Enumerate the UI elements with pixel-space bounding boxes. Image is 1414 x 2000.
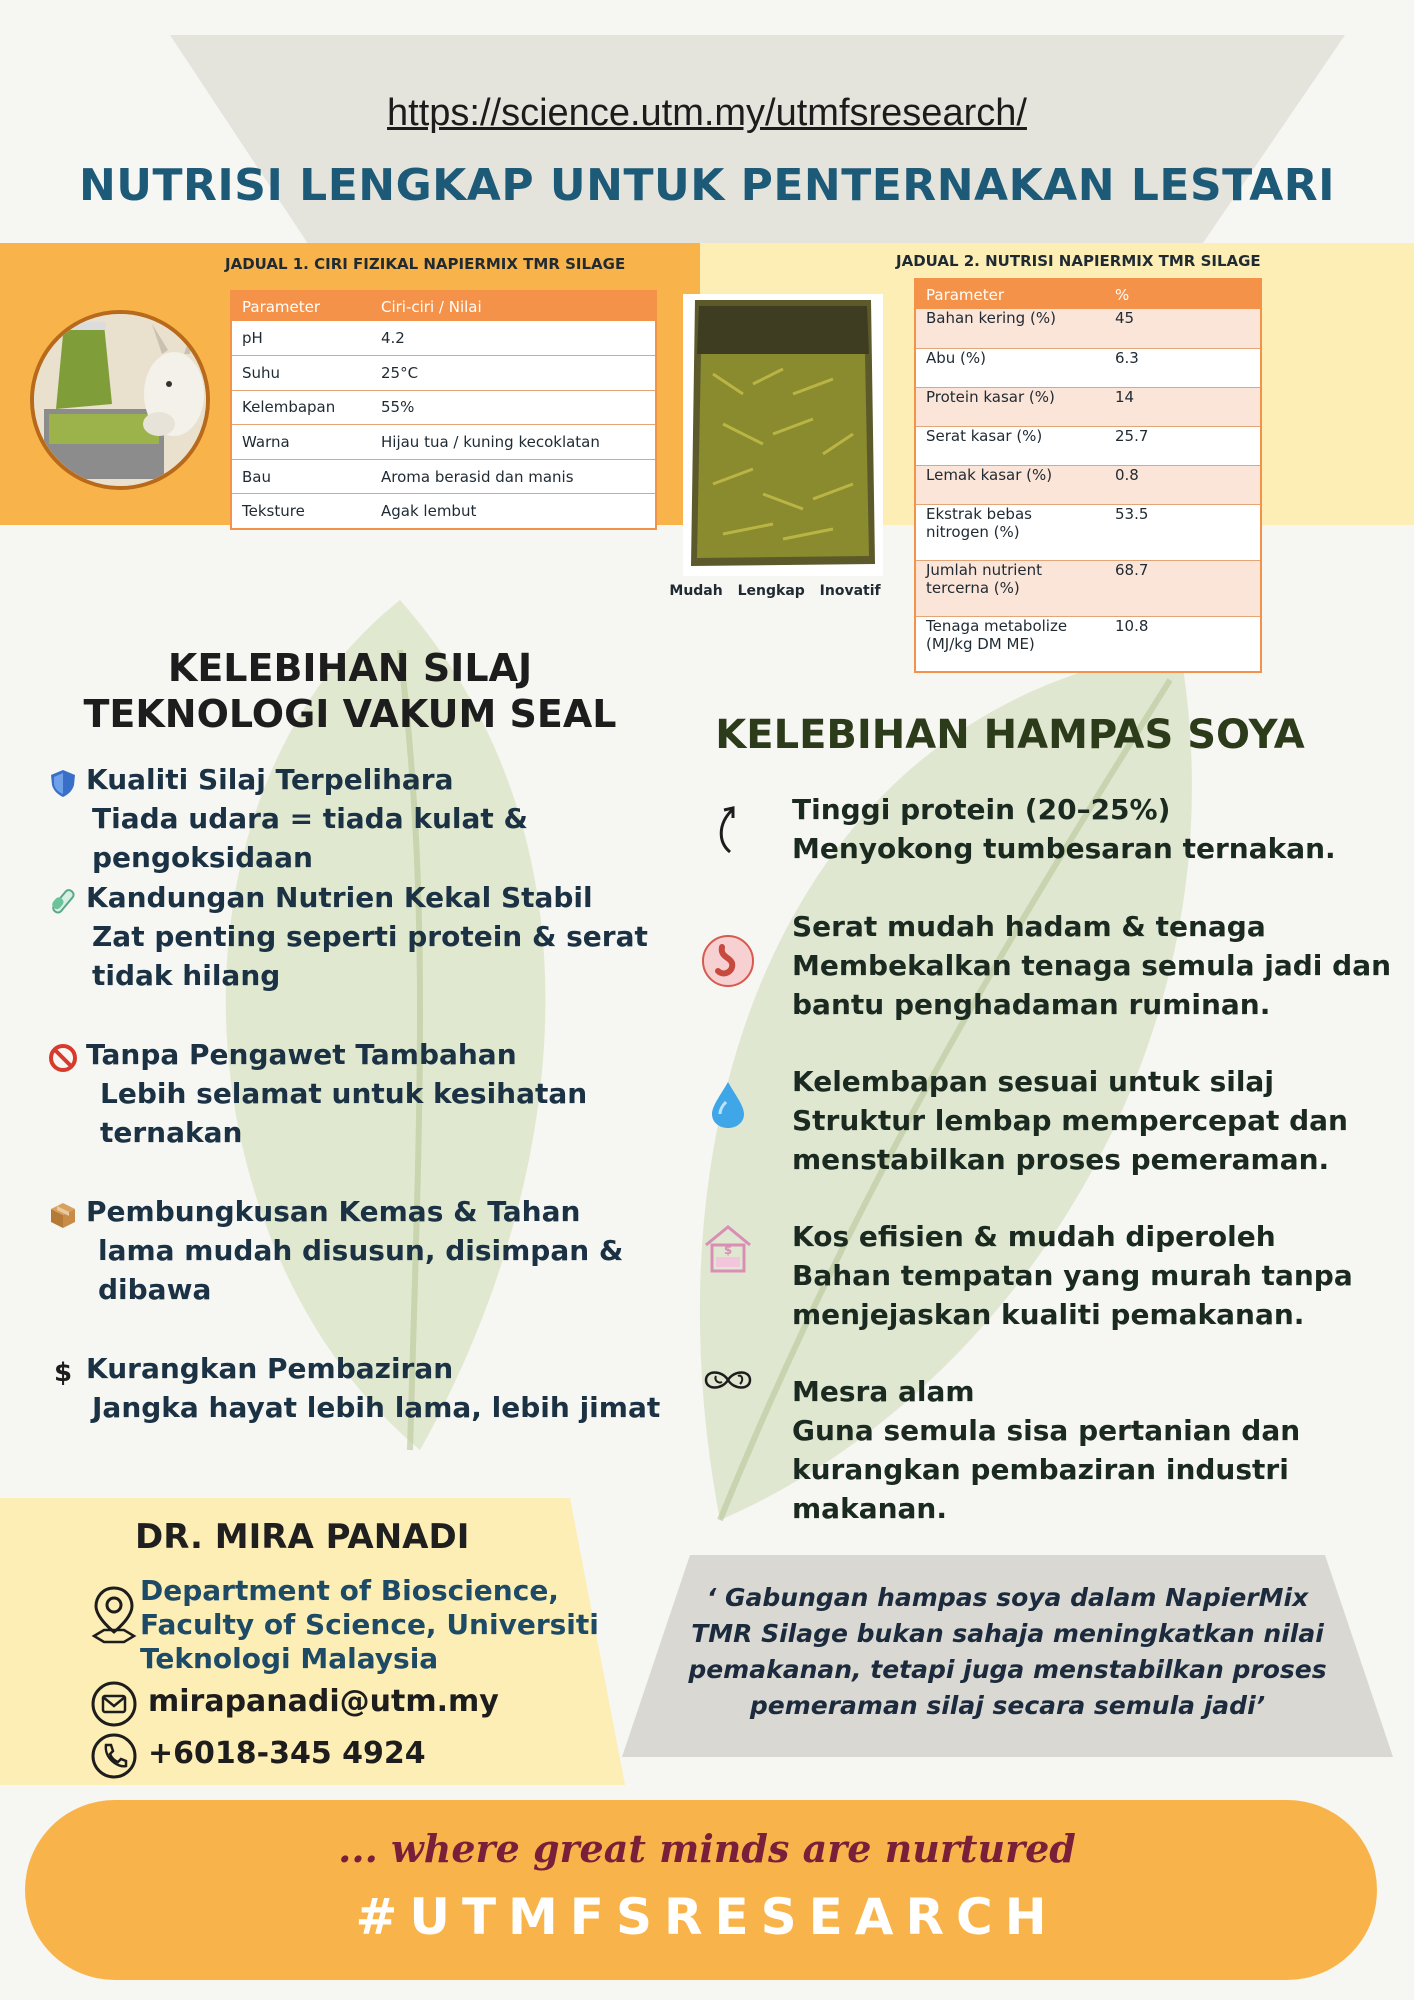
- table-cell: Ekstrak bebas nitrogen (%): [915, 504, 1105, 560]
- nutrition-table: [914, 278, 1262, 673]
- benefit-text: [792, 1372, 1392, 1528]
- table-row: [231, 459, 656, 494]
- benefit-desc: Bahan tempatan yang murah tanpa menjejaskan kualiti pemakanan.: [792, 1259, 1353, 1331]
- table-cell: 68.7: [1105, 560, 1261, 616]
- page-title: NUTRISI LENGKAP UNTUK PENTERNAKAN LESTARI: [78, 160, 1336, 211]
- benefit-title: Serat mudah hadam & tenaga: [792, 910, 1266, 943]
- test-tube-icon: [48, 886, 78, 916]
- table-cell: 10.8: [1105, 616, 1261, 672]
- table-row: [915, 504, 1261, 560]
- benefit-text: [792, 1062, 1392, 1179]
- table-row: [915, 387, 1261, 426]
- table-cell: 53.5: [1105, 504, 1261, 560]
- table-row: [915, 560, 1261, 616]
- table2-header-percent: %: [1105, 279, 1261, 309]
- table-cell: Lemak kasar (%): [915, 465, 1105, 504]
- benefit-text: [792, 790, 1392, 868]
- growth-arrow-icon: [700, 800, 756, 856]
- benefit-desc: Tiada udara = tiada kulat & pengoksidaan: [92, 802, 528, 874]
- table1-caption: JADUAL 1. CIRI FIZIKAL NAPIERMIX TMR SILAGE: [225, 255, 626, 273]
- table2-caption: JADUAL 2. NUTRISI NAPIERMIX TMR SILAGE: [896, 252, 1261, 270]
- shield-icon: [48, 768, 78, 798]
- table-cell: Agak lembut: [371, 494, 656, 529]
- table-row: [915, 616, 1261, 672]
- benefit-desc: Menyokong tumbesaran ternakan.: [792, 832, 1336, 865]
- svg-text:$: $: [723, 1243, 733, 1257]
- website-url-link[interactable]: https://science.utm.my/utmfsresearch/: [387, 92, 1027, 134]
- vacuum-seal-heading: KELEBIHAN SILAJ TEKNOLOGI VAKUM SEAL: [83, 646, 617, 736]
- phone-icon: [90, 1732, 138, 1780]
- author-department: Department of Bioscience, Faculty of Science, Universiti Teknologi Malaysia: [140, 1574, 599, 1675]
- table-cell: pH: [231, 321, 371, 356]
- table-row: [231, 356, 656, 391]
- table-row: [231, 425, 656, 460]
- table-cell: Jumlah nutrient tercerna (%): [915, 560, 1105, 616]
- benefit-text: [792, 1217, 1392, 1334]
- table-cell: Serat kasar (%): [915, 426, 1105, 465]
- goat-feeding-image: [30, 310, 210, 490]
- benefit-desc: Zat penting seperti protein & serat tidak hilang: [92, 920, 648, 992]
- table1-header-value: Ciri-ciri / Nilai: [371, 291, 656, 321]
- benefit-title: Mesra alam: [792, 1375, 975, 1408]
- money-house-icon: [700, 1221, 756, 1277]
- table-cell: Protein kasar (%): [915, 387, 1105, 426]
- benefit-text: [792, 907, 1392, 1024]
- table-cell: Hijau tua / kuning kecoklatan: [371, 425, 656, 460]
- benefit-title: Kelembapan sesuai untuk silaj: [792, 1065, 1274, 1098]
- benefit-title: Pembungkusan Kemas & Tahan: [86, 1195, 581, 1228]
- physical-properties-table: [230, 290, 657, 530]
- table1-header-parameter: Parameter: [231, 291, 371, 321]
- benefit-desc: Struktur lembap mempercepat dan menstabilkan proses pemeraman.: [792, 1104, 1348, 1176]
- benefit-title: Kandungan Nutrien Kekal Stabil: [86, 881, 593, 914]
- author-name: DR. MIRA PANADI: [135, 1517, 470, 1557]
- table2-header-parameter: Parameter: [915, 279, 1105, 309]
- benefit-desc: lama mudah disusun, disimpan & dibawa: [98, 1234, 624, 1306]
- table-row: [915, 426, 1261, 465]
- table-row: [915, 465, 1261, 504]
- package-icon: [48, 1200, 78, 1230]
- water-drop-icon: [700, 1076, 756, 1132]
- email-address[interactable]: mirapanadi@utm.my: [148, 1684, 499, 1719]
- table-cell: 0.8: [1105, 465, 1261, 504]
- table-cell: Bau: [231, 459, 371, 494]
- prohibited-icon: [48, 1043, 78, 1073]
- dollar-icon: [48, 1357, 78, 1387]
- silage-bag-image: [683, 294, 883, 576]
- benefit-desc: Guna semula sisa pertanian dan kurangkan pembaziran industri makanan.: [792, 1414, 1301, 1525]
- table-row: [231, 494, 656, 529]
- table-cell: Kelembapan: [231, 390, 371, 425]
- table-cell: Warna: [231, 425, 371, 460]
- benefit-title: Tinggi protein (20–25%): [792, 793, 1171, 826]
- table-row: [915, 348, 1261, 387]
- header-banner: [0, 0, 1414, 270]
- benefit-desc: Membekalkan tenaga semula jadi dan bantu penghadaman ruminan.: [792, 949, 1392, 1021]
- stomach-icon: [700, 933, 756, 989]
- table-cell: Suhu: [231, 356, 371, 391]
- table-cell: 25°C: [371, 356, 656, 391]
- benefit-desc: Lebih selamat untuk kesihatan ternakan: [100, 1077, 588, 1149]
- benefit-desc: Jangka hayat lebih lama, lebih jimat: [92, 1391, 661, 1424]
- table-cell: 45: [1105, 309, 1261, 348]
- benefit-title: Kos efisien & mudah diperoleh: [792, 1220, 1276, 1253]
- eco-loop-icon: [700, 1352, 756, 1408]
- location-pin-icon: [90, 1584, 138, 1646]
- benefit-title: Tanpa Pengawet Tambahan: [86, 1038, 517, 1071]
- phone-number[interactable]: +6018-345 4924: [148, 1736, 426, 1771]
- table-row: [231, 390, 656, 425]
- table-cell: 55%: [371, 390, 656, 425]
- benefit-title: Kurangkan Pembaziran: [86, 1352, 454, 1385]
- table-row: [231, 321, 656, 356]
- table-cell: Tenaga metabolize (MJ/kg DM ME): [915, 616, 1105, 672]
- table-cell: 4.2: [371, 321, 656, 356]
- soy-pulp-heading: KELEBIHAN HAMPAS SOYA: [715, 712, 1305, 758]
- table-cell: 14: [1105, 387, 1261, 426]
- footer-hashtag: #UTMFSRESEARCH: [355, 1888, 1059, 1946]
- bag-caption: Mudah Lengkap Inovatif: [669, 583, 881, 599]
- svg-text:$: $: [53, 1358, 73, 1387]
- table-cell: 6.3: [1105, 348, 1261, 387]
- table-row: [915, 309, 1261, 348]
- benefit-title: Kualiti Silaj Terpelihara: [86, 763, 454, 796]
- table-cell: Aroma berasid dan manis: [371, 459, 656, 494]
- footer-tagline: ... where great minds are nurtured: [338, 1826, 1076, 1871]
- table-cell: Abu (%): [915, 348, 1105, 387]
- email-icon: [90, 1680, 138, 1728]
- quote-text: ‘ Gabungan hampas soya dalam NapierMix TMR Silage bukan sahaja meningkatkan nilai pemakanan, tetapi juga menstabilkan proses pemeraman silaj secara semula jadi’: [688, 1583, 1327, 1720]
- table-cell: Teksture: [231, 494, 371, 529]
- table-cell: 25.7: [1105, 426, 1261, 465]
- table-cell: Bahan kering (%): [915, 309, 1105, 348]
